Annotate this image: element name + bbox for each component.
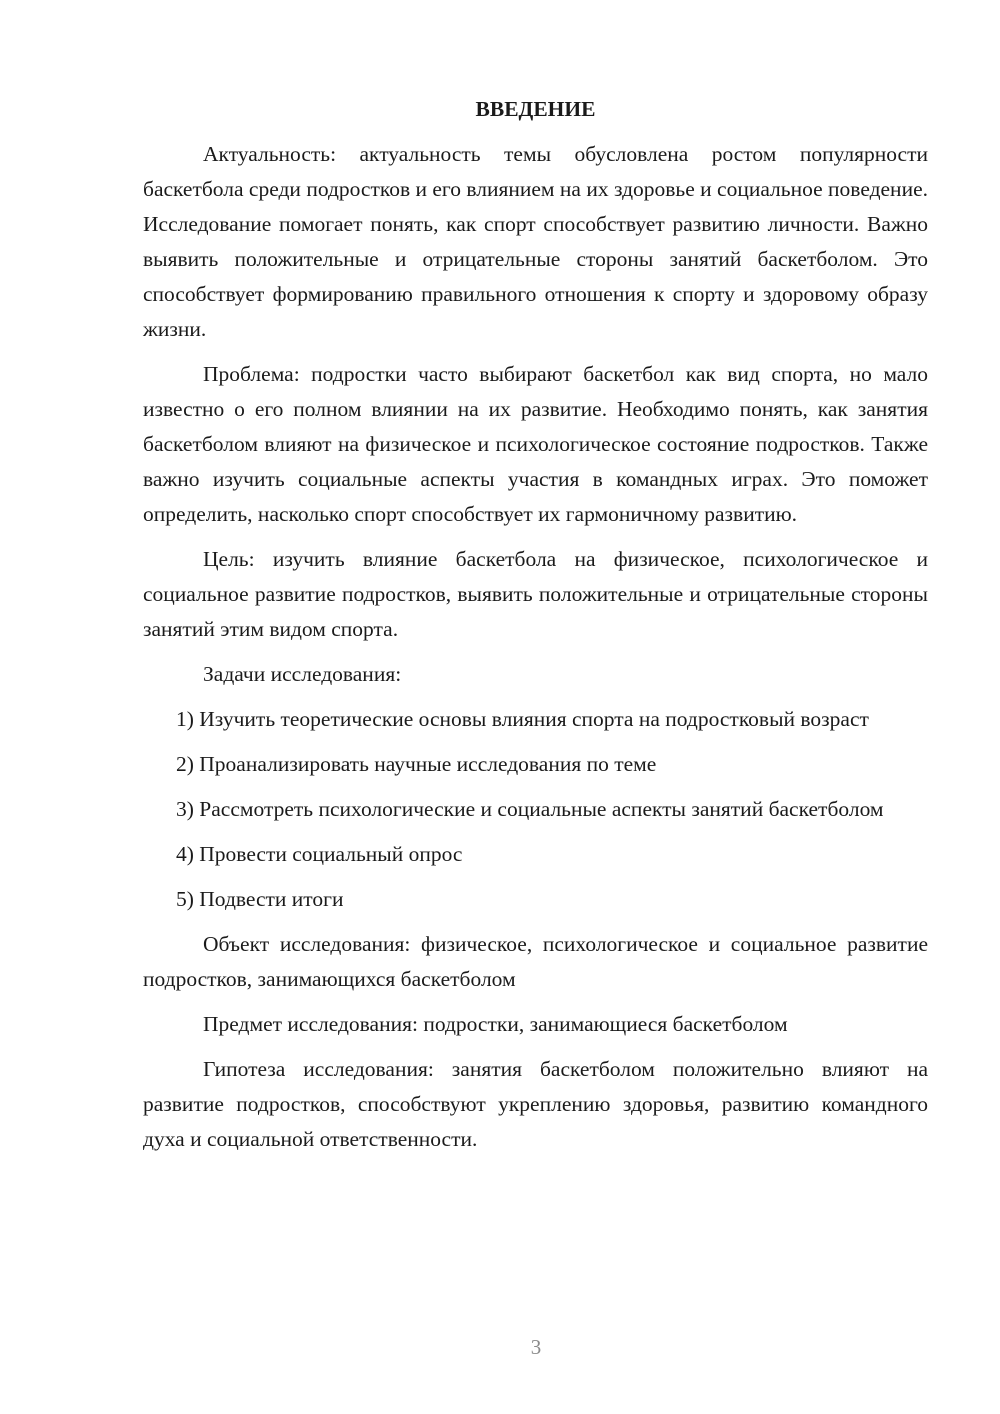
list-item: 2) Проанализировать научные исследования по теме (176, 752, 657, 776)
tasks-heading: Задачи исследования: (203, 662, 402, 686)
list-item: 5) Подвести итоги (176, 887, 344, 911)
paragraph-problem: Проблема: подростки часто выбирают баскетбол как вид спорта, но мало известно о его полном влиянии на их развитие. Необходимо понять, как занятия баскетболом влияют на физическое и психологическое состояние подростков. Также важно изучить социальные аспекты участия в командных играх. Это поможет определить, насколько спорт способствует их гармоничному развитию. (143, 362, 928, 526)
paragraph-goal: Цель: изучить влияние баскетбола на физическое, психологическое и социальное развитие подростков, выявить положительные и отрицательные стороны занятий этим видом спорта. (143, 547, 928, 641)
list-item: 4) Провести социальный опрос (176, 842, 463, 866)
paragraph-subject: Предмет исследования: подростки, занимающиеся баскетболом (203, 1012, 788, 1036)
paragraph-object: Объект исследования: физическое, психологическое и социальное развитие подростков, занимающихся баскетболом (143, 932, 928, 991)
task-list (143, 702, 928, 917)
list-item: 3) Рассмотреть психологические и социальные аспекты занятий баскетболом (176, 797, 884, 821)
section-title: ВВЕДЕНИЕ (475, 97, 596, 121)
list-item: 1) Изучить теоретические основы влияния спорта на подростковый возраст (176, 707, 869, 731)
page-number: 3 (530, 1335, 542, 1359)
paragraph-hypothesis: Гипотеза исследования: занятия баскетболом положительно влияют на развитие подростков, способствуют укреплению здоровья, развитию командного духа и социальной ответственности. (143, 1057, 928, 1151)
page-content (143, 92, 928, 1167)
paragraph-relevance: Актуальность: актуальность темы обусловлена ростом популярности баскетбола среди подростков и его влиянием на их здоровье и социальное поведение. Исследование помогает понять, как спорт способствует развитию личности. Важно выявить положительные и отрицательные стороны занятий баскетболом. Это способствует формированию правильного отношения к спорту и здоровому образу жизни. (143, 142, 928, 341)
